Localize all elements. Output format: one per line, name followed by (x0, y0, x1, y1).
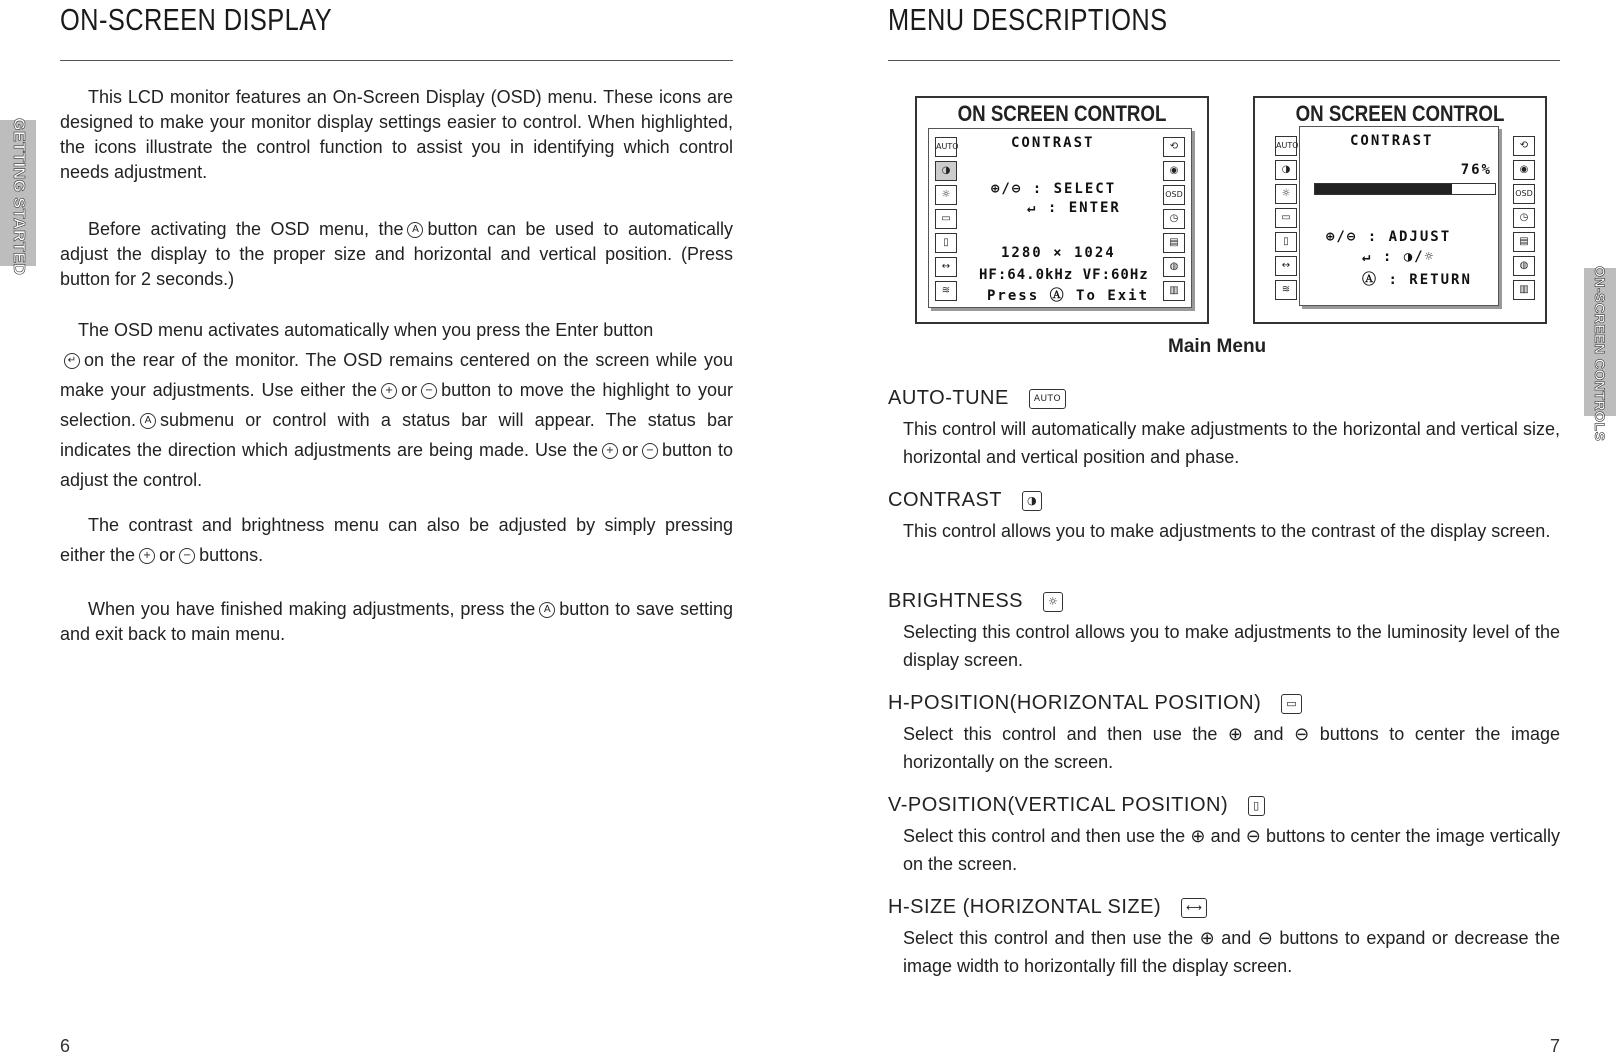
plus-button-icon: + (381, 383, 397, 399)
h-position-label: H-POSITION(HORIZONTAL POSITION) (888, 692, 1262, 714)
brightness-icon: ☼ (935, 185, 957, 205)
minus-button-icon: − (421, 383, 437, 399)
osd-position-icon: OSD (1513, 184, 1535, 204)
osd-title: ON SCREEN CONTROL (1295, 101, 1505, 126)
auto-button-icon: A (539, 602, 555, 618)
osd-enter-hint (1027, 200, 1121, 216)
right-side-tab-label: ON-SCREEN CONTROLS (1592, 266, 1608, 442)
plus-button-icon: + (139, 548, 155, 564)
p2-text-a: Before activating the OSD menu, the (88, 219, 404, 239)
osd-contrast-screen (1253, 96, 1547, 324)
p3-text-a: The OSD menu activates automatically when you press the Enter button (78, 320, 654, 340)
p4-text-a: The contrast and brightness menu can also be adjusted by simply pressing either the (60, 515, 733, 565)
enter-button-icon: ↵ (64, 353, 80, 369)
plus-minus-icon: ⊕/⊖ (1326, 229, 1368, 245)
brightness-description: Selecting this control allows you to make adjustments to the luminosity level of the display screen. (903, 622, 1560, 670)
h-position-description: Select this control and then use the ⊕ and ⊖ buttons to center the image horizontally on the screen. (903, 724, 1560, 772)
osd-return-text: : RETURN (1388, 272, 1472, 288)
contrast-title (888, 489, 1042, 512)
auto-tune-label: AUTO-TUNE (888, 387, 1009, 409)
left-heading-rule (60, 60, 733, 61)
left-page-heading: ON-SCREEN DISPLAY (60, 2, 333, 37)
contrast-icon: ◑ (1022, 491, 1042, 511)
auto-button-icon: A (140, 413, 156, 429)
information-icon: ▥ (1163, 281, 1185, 301)
v-position-icon: ▯ (935, 233, 957, 253)
auto-button-icon: Ⓐ (1362, 272, 1389, 288)
auto-tune-icon: AUTO (1029, 389, 1066, 409)
osd-panel (928, 128, 1192, 308)
contrast-label: CONTRAST (888, 489, 1002, 511)
left-side-tab-label: GETTING STARTED (10, 118, 27, 276)
paragraph-osd-activation (60, 315, 733, 495)
information-icon: ▥ (1513, 280, 1535, 300)
p3-text-c: or (401, 380, 418, 400)
contrast-status-bar (1314, 183, 1496, 195)
osd-return-hint (1362, 269, 1472, 289)
p4-text-c: buttons. (199, 545, 264, 565)
auto-tune-description: This control will automatically make adjustments to the horizontal and vertical size, horizontal and vertical position and phase. (903, 419, 1560, 467)
contrast-description: This control allows you to make adjustments to the contrast of the display screen. (903, 521, 1551, 541)
osd-resolution: 1280 × 1024 (1001, 245, 1116, 261)
minus-button-icon: − (179, 548, 195, 564)
right-page-heading: MENU DESCRIPTIONS (888, 2, 1168, 37)
enter-icon: ↵ (1027, 200, 1048, 216)
right-side-tab (1584, 266, 1616, 442)
v-position-description: Select this control and then use the ⊕ and ⊖ buttons to center the image vertically on the screen. (903, 826, 1560, 874)
osd-main-menu-screen (915, 96, 1209, 324)
p3-text-f: or (621, 440, 638, 460)
osd-select-text: : SELECT (1032, 181, 1117, 197)
osd-enter-text: : ENTER (1047, 200, 1121, 216)
osd-left-icon-column (1275, 136, 1297, 300)
left-page-number: 6 (60, 1036, 71, 1056)
osd-position-icon: OSD (1163, 185, 1185, 205)
brightness-icon: ☼ (1043, 592, 1063, 612)
main-menu-caption: Main Menu (1168, 336, 1267, 357)
v-position-label: V-POSITION(VERTICAL POSITION) (888, 794, 1229, 816)
v-position-title (888, 794, 1265, 817)
paragraph-save-exit (60, 597, 733, 647)
auto-icon: AUTO (935, 137, 957, 157)
language-icon: ◍ (1163, 257, 1185, 277)
osd-title: ON SCREEN CONTROL (957, 101, 1167, 126)
osd-frequency: HF:64.0kHz VF:60Hz (979, 267, 1149, 283)
auto-button-icon: A (407, 222, 423, 238)
brightness-title (888, 590, 1063, 613)
osd-exit-hint (987, 285, 1149, 305)
timer-icon: ◷ (1163, 209, 1185, 229)
auto-icon: AUTO (1275, 136, 1297, 156)
display-mode-icon: ▤ (1163, 233, 1185, 253)
p2-text-b: button can be used to automatically adjust the display to the proper size and horizontal and vertical position. (Press button for 2 seconds.) (60, 219, 733, 289)
language-icon: ◍ (1513, 256, 1535, 276)
paragraph-intro: This LCD monitor features an On-Screen Display (OSD) menu. These icons are designed to make your monitor display settings easier to control. When highlighted, the icons illustrate the control function to assist you in identifying which control needs adjustment. (60, 87, 733, 182)
phase-icon: ≋ (1275, 280, 1297, 300)
recall-icon: ⟲ (1163, 137, 1185, 157)
osd-contrast-percent: 76% (1460, 162, 1492, 178)
osd-right-icon-column (1513, 136, 1535, 300)
right-page-number: 7 (1550, 1036, 1561, 1056)
p4-text-b: or (159, 545, 176, 565)
osd-exit-text-b: To Exit (1076, 288, 1150, 304)
brightness-label: BRIGHTNESS (888, 590, 1024, 612)
p5-text-b: button to save setting and exit back to main menu. (60, 599, 733, 644)
timer-icon: ◷ (1513, 208, 1535, 228)
auto-button-icon: Ⓐ (1049, 288, 1066, 304)
osd-adjust-text: : ADJUST (1367, 229, 1452, 245)
osd-sub-text: : (1382, 249, 1394, 265)
left-side-tab (0, 118, 36, 276)
h-position-icon: ▭ (1281, 694, 1302, 714)
h-size-title (888, 896, 1207, 919)
color-icon: ◉ (1163, 161, 1185, 181)
h-size-icon: ↔ (935, 257, 957, 277)
auto-tune-title (888, 387, 1066, 410)
p3-text-b: on the rear of the monitor. The OSD remains centered on the screen while you make your adjustments. Use either the (60, 350, 733, 400)
h-position-icon: ▭ (935, 209, 957, 229)
osd-contrast-label: CONTRAST (1011, 135, 1095, 151)
enter-icon: ↵ (1362, 249, 1383, 265)
osd-contrast-label: CONTRAST (1350, 133, 1434, 149)
osd-sub-hint (1362, 249, 1435, 265)
contrast-icon: ◑ (935, 161, 957, 181)
plus-button-icon: + (602, 443, 618, 459)
p3-text-g: button to adjust the control. (60, 440, 734, 490)
phase-icon: ≋ (935, 281, 957, 301)
contrast-status-bar-fill (1315, 184, 1452, 194)
h-position-title (888, 692, 1302, 715)
osd-left-icon-column (935, 137, 957, 301)
right-heading-rule (888, 60, 1560, 61)
paragraph-auto-button (60, 217, 733, 292)
h-size-icon: ↔ (1275, 256, 1297, 276)
h-size-label: H-SIZE (HORIZONTAL SIZE) (888, 896, 1162, 918)
paragraph-contrast-brightness (60, 510, 733, 570)
plus-minus-icon: ⊕/⊖ (991, 181, 1033, 197)
h-size-icon: ⟷ (1181, 898, 1207, 918)
osd-select-hint (991, 181, 1116, 197)
osd-adjust-hint (1326, 229, 1451, 245)
p3-text-d: button to move the highlight to your selection. (60, 380, 733, 430)
h-size-description: Select this control and then use the ⊕ and ⊖ buttons to expand or decrease the image width to horizontally fill the display screen. (903, 928, 1560, 976)
v-position-icon: ▯ (1248, 796, 1265, 816)
p5-text-a: When you have finished making adjustments, press the (88, 599, 536, 619)
osd-submenu-panel (1299, 126, 1499, 306)
h-position-icon: ▭ (1275, 208, 1297, 228)
osd-exit-text-a: Press (987, 288, 1040, 304)
osd-right-icon-column (1163, 137, 1185, 301)
recall-icon: ⟲ (1513, 136, 1535, 156)
brightness-icon: ☼ (1275, 184, 1297, 204)
contrast-brightness-icon: ◑/☼ (1393, 249, 1436, 265)
p3-text-e: submenu or control with a status bar will appear. The status bar indicates the direction which adjustments are being made. Use the (60, 410, 733, 460)
display-mode-icon: ▤ (1513, 232, 1535, 252)
contrast-icon: ◑ (1275, 160, 1297, 180)
v-position-icon: ▯ (1275, 232, 1297, 252)
color-icon: ◉ (1513, 160, 1535, 180)
minus-button-icon: − (642, 443, 658, 459)
